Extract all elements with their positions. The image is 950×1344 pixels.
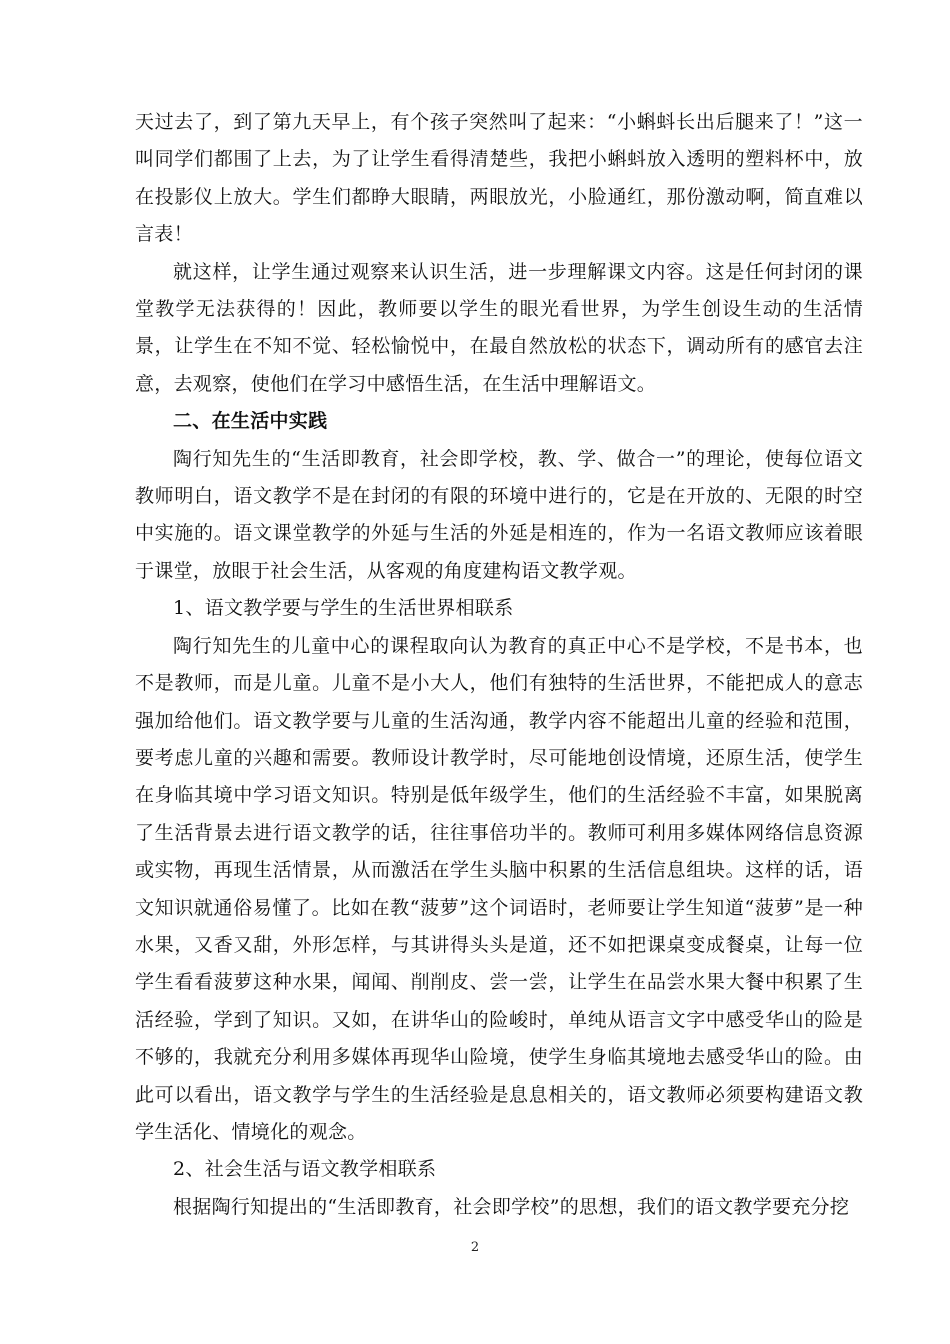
page-number: 2 (470, 1240, 480, 1255)
paragraph: 陶行知先生的“生活即教育，社会即学校，教、学、做合一”的理论，使每位语文教师明白，语文教学不是在封闭的有限的环境中进行的，它是在开放的、无限的时空中实施的。语文课堂教学的外延与生活的外延是相连的，作为一名语文教师应该着眼于课堂，放眼于社会生活，从客观的角度建构语文教学观。 (135, 447, 863, 582)
paragraph: 陶行知先生的儿童中心的课程取向认为教育的真正中心不是学校，不是书本，也不是教师，而是儿童。儿童不是小大人，他们有独特的生活世界，不能把成人的意志强加给他们。语文教学要与儿童的生活沟通，教学内容不能超出儿童的经验和范围，要考虑儿童的兴趣和需要。教师设计教学时，尽可能地创设情境，还原生活，使学生在身临其境中学习语文知识。特别是低年级学生，他们的生活经验不丰富，如果脱离了生活背景去进行语文教学的话，往往事倍功半的。教师可利用多媒体网络信息资源或实物，再现生活情景，从而激活在学生头脑中积累的生活信息组块。这样的话，语文知识就通俗易懂了。比如在教“菠萝”这个词语时，老师要让学生知道“菠萝”是一种水果，又香又甜，外形怎样，与其讲得头头是道，还不如把课桌变成餐桌，让每一位学生看看菠萝这种水果，闻闻、削削皮、尝一尝，让学生在品尝水果大餐中积累了生活经验，学到了知识。又如，在讲华山的险峻时，单纯从语言文字中感受华山的险是不够的，我就充分利用多媒体再现华山险境，使学生身临其境地去感受华山的险。由此可以看出，语文教学与学生的生活经验是息息相关的，语文教师必须要构建语文教学生活化、情境化的观念。 (135, 634, 863, 1143)
page-body (135, 104, 863, 1226)
paragraph: 就这样，让学生通过观察来认识生活，进一步理解课文内容。这是任何封闭的课堂教学无法获得的！因此，教师要以学生的眼光看世界，为学生创设生动的生活情景，让学生在不知不觉、轻松愉悦中，在最自然放松的状态下，调动所有的感官去注意，去观察，使他们在学习中感悟生活，在生活中理解语文。 (135, 260, 863, 395)
subsection-heading: 2、社会生活与语文教学相联系 (173, 1158, 437, 1181)
section-heading: 二、在生活中实践 (173, 410, 328, 433)
subsection-heading: 1、语文教学要与学生的生活世界相联系 (173, 597, 514, 620)
paragraph: 根据陶行知提出的“生活即教育，社会即学校”的思想，我们的语文教学要充分挖 (173, 1195, 850, 1218)
paragraph-continued: 天过去了，到了第九天早上，有个孩子突然叫了起来：“小蝌蚪长出后腿来了！”这一叫同学们都围了上去，为了让学生看得清楚些，我把小蝌蚪放入透明的塑料杯中，放在投影仪上放大。学生们都睁大眼睛，两眼放光，小脸通红，那份激动啊，简直难以言表！ (135, 111, 863, 246)
